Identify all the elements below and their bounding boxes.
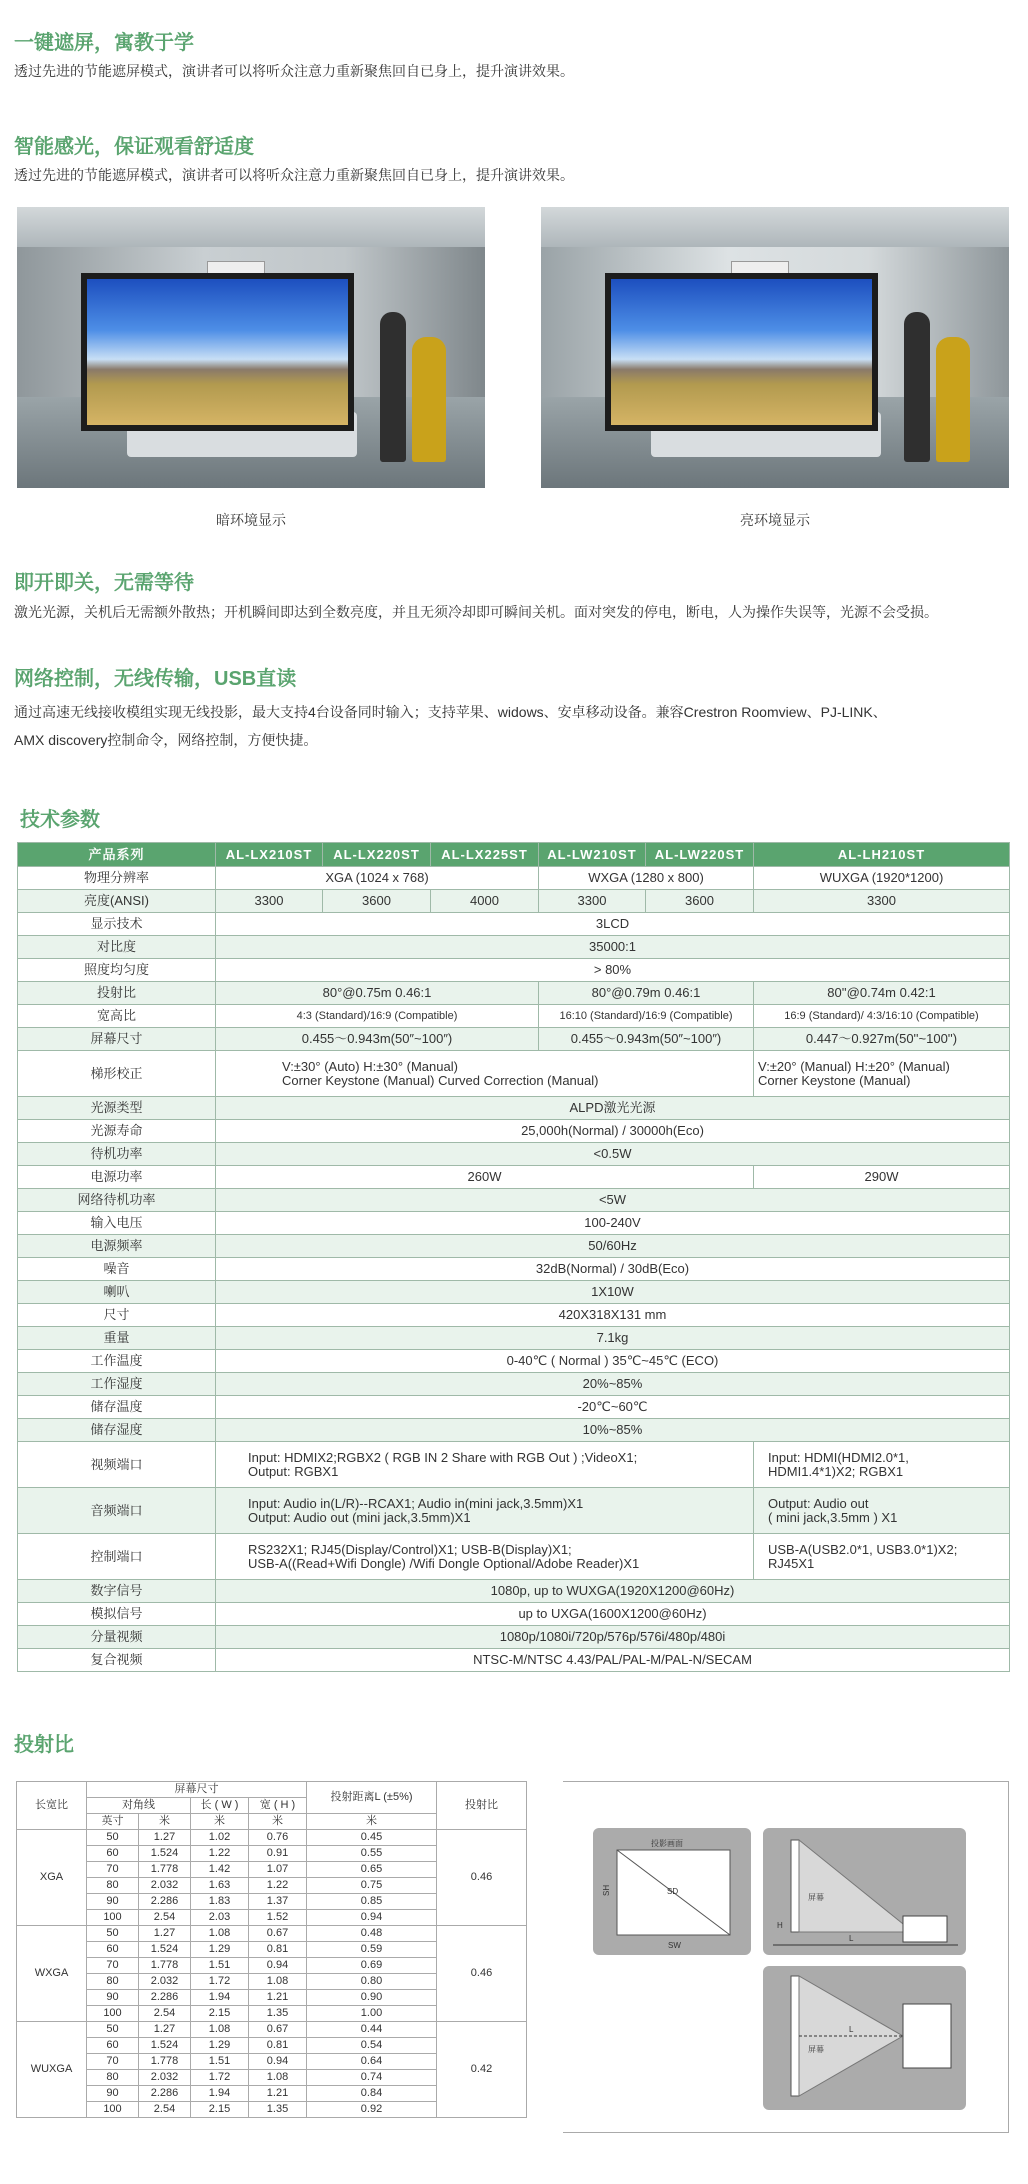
throw-cell: 2.032 <box>139 1974 191 1990</box>
throw-cell: 50 <box>87 2022 139 2038</box>
section-text-light-sensor: 透过先进的节能遮屏模式，演讲者可以将听众注意力重新聚焦回自已身上，提升演讲效果。 <box>14 167 574 183</box>
l-label: L <box>849 1934 854 1943</box>
spec-value: XGA (1024 x 768) <box>216 867 539 890</box>
throw-cell: 2.54 <box>139 1910 191 1926</box>
spec-row <box>18 1649 1010 1672</box>
throw-cell: 2.15 <box>191 2006 249 2022</box>
spec-value: NTSC-M/NTSC 4.43/PAL/PAL-M/PAL-N/SECAM <box>216 1649 1010 1672</box>
spec-row <box>18 867 1010 890</box>
spec-row <box>18 1051 1010 1097</box>
spec-value <box>754 1534 1010 1580</box>
throw-cell: 1.29 <box>191 2038 249 2054</box>
section-text-network-line2: AMX discovery控制命令，网络控制，方便快捷。 <box>14 732 318 748</box>
throw-header-aspect: 长宽比 <box>17 1782 87 1830</box>
throw-cell: 1.778 <box>139 1862 191 1878</box>
dark-environment-caption: 暗环境显示 <box>216 512 286 528</box>
throw-diagram <box>563 1782 1009 2134</box>
spec-value <box>216 1534 754 1580</box>
spec-value: 35000:1 <box>216 936 1010 959</box>
spec-value: 0.455～0.943m(50″~100″) <box>216 1028 539 1051</box>
throw-cell: 1.27 <box>139 1926 191 1942</box>
throw-header-unit: 米 <box>191 1814 249 1830</box>
spec-value: 80''@0.74m 0.42:1 <box>754 982 1010 1005</box>
spec-value: 4:3 (Standard)/16:9 (Compatible) <box>216 1005 539 1028</box>
throw-title: 投射比 <box>14 1734 74 1756</box>
spec-value <box>754 1488 1010 1534</box>
throw-cell: 0.54 <box>307 2038 437 2054</box>
throw-cell: 100 <box>87 1910 139 1926</box>
spec-value: 0.447～0.927m(50''~100'') <box>754 1028 1010 1051</box>
spec-row <box>18 1350 1010 1373</box>
bright-environment-caption: 亮环境显示 <box>740 512 810 528</box>
throw-cell: 0.67 <box>249 1926 307 1942</box>
throw-cell: 0.45 <box>307 1830 437 1846</box>
spec-row <box>18 1212 1010 1235</box>
throw-cell: 1.22 <box>191 1846 249 1862</box>
spec-value: > 80% <box>216 959 1010 982</box>
spec-label: 模拟信号 <box>18 1603 216 1626</box>
section-title-instant-on: 即开即关，无需等待 <box>14 572 194 594</box>
throw-cell: 2.15 <box>191 2102 249 2118</box>
spec-row <box>18 1120 1010 1143</box>
throw-cell: 1.02 <box>191 1830 249 1846</box>
spec-row <box>18 1005 1010 1028</box>
throw-cell: 1.94 <box>191 2086 249 2102</box>
spec-value: 7.1kg <box>216 1327 1010 1350</box>
throw-header-screen-size: 屏幕尺寸 <box>87 1782 307 1798</box>
spec-label: 待机功率 <box>18 1143 216 1166</box>
spec-row <box>18 1189 1010 1212</box>
spec-label: 工作温度 <box>18 1350 216 1373</box>
throw-cell: 1.42 <box>191 1862 249 1878</box>
spec-value: 1080p/1080i/720p/576p/576i/480p/480i <box>216 1626 1010 1649</box>
spec-value-line: Output: RGBX1 <box>248 1463 339 1479</box>
spec-row <box>18 913 1010 936</box>
spec-value: 80°@0.75m 0.46:1 <box>216 982 539 1005</box>
throw-cell: 1.21 <box>249 1990 307 2006</box>
throw-cell: 80 <box>87 1878 139 1894</box>
spec-label: 电源频率 <box>18 1235 216 1258</box>
spec-value: 32dB(Normal) / 30dB(Eco) <box>216 1258 1010 1281</box>
spec-value <box>216 1488 754 1534</box>
throw-header-distance: 投射距离L (±5%) <box>307 1782 437 1814</box>
spec-table <box>17 842 1010 1672</box>
spec-label: 数字信号 <box>18 1580 216 1603</box>
l-label-top: L <box>849 2025 854 2034</box>
h-label: H <box>777 1921 783 1930</box>
spec-row <box>18 1166 1010 1189</box>
throw-cell: 1.63 <box>191 1878 249 1894</box>
spec-row <box>18 890 1010 913</box>
throw-cell: 0.90 <box>307 1990 437 2006</box>
throw-cell: 0.59 <box>307 1942 437 1958</box>
spec-row <box>18 1235 1010 1258</box>
spec-row <box>18 936 1010 959</box>
throw-cell: 1.72 <box>191 2070 249 2086</box>
sw-label: SW <box>668 1941 681 1950</box>
throw-cell: 70 <box>87 1958 139 1974</box>
throw-cell: 2.54 <box>139 2102 191 2118</box>
spec-value-line: ( mini jack,3.5mm ) X1 <box>768 1509 898 1525</box>
spec-value <box>216 1442 754 1488</box>
spec-label: 复合视频 <box>18 1649 216 1672</box>
throw-row <box>17 1926 527 1942</box>
spec-value: 3600 <box>646 890 754 913</box>
spec-title: 技术参数 <box>20 809 100 831</box>
spec-label: 音频端口 <box>18 1488 216 1534</box>
spec-label: 工作湿度 <box>18 1373 216 1396</box>
spec-value <box>754 1442 1010 1488</box>
throw-diagram-panel <box>563 1781 1009 2133</box>
throw-cell: 0.92 <box>307 2102 437 2118</box>
spec-label: 分量视频 <box>18 1626 216 1649</box>
throw-cell: 1.08 <box>191 1926 249 1942</box>
spec-value: 290W <box>754 1166 1010 1189</box>
throw-cell: 1.07 <box>249 1862 307 1878</box>
throw-header-unit: 米 <box>139 1814 191 1830</box>
spec-label: 屏幕尺寸 <box>18 1028 216 1051</box>
throw-cell: 0.69 <box>307 1958 437 1974</box>
throw-cell: 0.64 <box>307 2054 437 2070</box>
throw-cell: 80 <box>87 1974 139 1990</box>
throw-cell: 1.524 <box>139 2038 191 2054</box>
throw-cell: 50 <box>87 1830 139 1846</box>
sh-label: SH <box>602 1884 611 1896</box>
throw-cell: 1.29 <box>191 1942 249 1958</box>
spec-row <box>18 1626 1010 1649</box>
spec-label: 视频端口 <box>18 1442 216 1488</box>
spec-value: <5W <box>216 1189 1010 1212</box>
spec-header-cell: 产品系列 <box>18 843 216 867</box>
spec-value: 3LCD <box>216 913 1010 936</box>
spec-value: 100-240V <box>216 1212 1010 1235</box>
throw-cell: 90 <box>87 2086 139 2102</box>
throw-cell: 1.94 <box>191 1990 249 2006</box>
spec-value: 50/60Hz <box>216 1235 1010 1258</box>
spec-value: 16:10 (Standard)/16:9 (Compatible) <box>539 1005 754 1028</box>
throw-cell: 1.21 <box>249 2086 307 2102</box>
spec-row <box>18 1327 1010 1350</box>
throw-aspect-cell: WUXGA <box>17 2022 87 2118</box>
spec-label: 控制端口 <box>18 1534 216 1580</box>
spec-row <box>18 1373 1010 1396</box>
throw-header-unit: 米 <box>307 1814 437 1830</box>
throw-cell: 2.286 <box>139 1894 191 1910</box>
throw-table <box>16 1781 527 2118</box>
throw-cell: 2.54 <box>139 2006 191 2022</box>
spec-value-line: Corner Keystone (Manual) Curved Correction (Manual) <box>282 1072 599 1088</box>
spec-value-line: Corner Keystone (Manual) <box>758 1072 911 1088</box>
throw-aspect-cell: WXGA <box>17 1926 87 2022</box>
spec-value-line: USB-A((Read+Wifi Dongle) /Wifi Dongle Optional/Adobe Reader)X1 <box>248 1555 640 1571</box>
spec-header-cell: AL-LH210ST <box>754 843 1010 867</box>
throw-cell: 0.67 <box>249 2022 307 2038</box>
spec-value: 420X318X131 mm <box>216 1304 1010 1327</box>
spec-header-cell: AL-LW210ST <box>539 843 646 867</box>
spec-label: 噪音 <box>18 1258 216 1281</box>
section-text-network-line1: 通过高速无线接收模组实现无线投影，最大支持4台设备同时输入；支持苹果、widows、安卓移动设备。兼容Crestron Roomview、PJ-LINK、 <box>14 704 887 720</box>
throw-header-length: 长 ( W ) <box>191 1798 249 1814</box>
spec-value-line: RJ45X1 <box>768 1555 815 1571</box>
throw-cell: 90 <box>87 1990 139 2006</box>
dark-environment-photo <box>17 207 485 488</box>
spec-value: 0-40℃ ( Normal ) 35℃~45℃ (ECO) <box>216 1350 1010 1373</box>
spec-label: 对比度 <box>18 936 216 959</box>
throw-row <box>17 2022 527 2038</box>
throw-cell: 1.72 <box>191 1974 249 1990</box>
throw-cell: 60 <box>87 2038 139 2054</box>
spec-value: 3300 <box>216 890 323 913</box>
spec-header-row <box>18 843 1010 867</box>
spec-value: 3300 <box>754 890 1010 913</box>
spec-value-line: Output: Audio out (mini jack,3.5mm)X1 <box>248 1509 471 1525</box>
spec-value: 3600 <box>323 890 431 913</box>
spec-value: 10%~85% <box>216 1419 1010 1442</box>
spec-value: WUXGA (1920*1200) <box>754 867 1010 890</box>
screen-label-top: 屏幕 <box>808 2045 824 2054</box>
throw-cell: 0.91 <box>249 1846 307 1862</box>
spec-label: 宽高比 <box>18 1005 216 1028</box>
throw-cell: 0.81 <box>249 2038 307 2054</box>
section-text-screen-blank: 透过先进的节能遮屏模式，演讲者可以将听众注意力重新聚焦回自已身上，提升演讲效果。 <box>14 63 574 79</box>
spec-row <box>18 1534 1010 1580</box>
throw-cell: 0.94 <box>249 1958 307 1974</box>
spec-value: 3300 <box>539 890 646 913</box>
spec-header-cell: AL-LX210ST <box>216 843 323 867</box>
spec-row <box>18 1028 1010 1051</box>
spec-value: ALPD激光光源 <box>216 1097 1010 1120</box>
throw-cell: 1.52 <box>249 1910 307 1926</box>
throw-cell: 1.35 <box>249 2006 307 2022</box>
spec-value-line: Input: Audio in(L/R)--RCAX1; Audio in(mini jack,3.5mm)X1 <box>248 1495 584 1511</box>
throw-ratio-cell: 0.42 <box>437 2022 527 2118</box>
spec-label: 投射比 <box>18 982 216 1005</box>
section-title-light-sensor: 智能感光，保证观看舒适度 <box>14 136 254 158</box>
throw-header-ratio: 投射比 <box>437 1782 527 1830</box>
throw-cell: 1.83 <box>191 1894 249 1910</box>
throw-cell: 80 <box>87 2070 139 2086</box>
throw-cell: 60 <box>87 1942 139 1958</box>
section-title-network: 网络控制，无线传输，USB直读 <box>14 668 297 690</box>
spec-value-line: HDMI1.4*1)X2; RGBX1 <box>768 1463 904 1479</box>
throw-ratio-cell: 0.46 <box>437 1830 527 1926</box>
spec-label: 光源寿命 <box>18 1120 216 1143</box>
spec-value-line: USB-A(USB2.0*1, USB3.0*1)X2; <box>768 1541 958 1557</box>
throw-cell: 1.37 <box>249 1894 307 1910</box>
throw-cell: 0.44 <box>307 2022 437 2038</box>
spec-value: 260W <box>216 1166 754 1189</box>
throw-header-width: 宽 ( H ) <box>249 1798 307 1814</box>
spec-value <box>216 1051 754 1097</box>
section-text-instant-on: 激光光源，关机后无需额外散热；开机瞬间即达到全数亮度，并且无须冷却即可瞬间关机。面对突发的停电，断电，人为操作失误等，光源不会受损。 <box>14 604 938 620</box>
area-label: 投影画面 <box>651 1839 683 1848</box>
throw-cell: 1.51 <box>191 2054 249 2070</box>
throw-cell: 70 <box>87 1862 139 1878</box>
throw-cell: 2.032 <box>139 2070 191 2086</box>
spec-row <box>18 1304 1010 1327</box>
throw-cell: 0.94 <box>307 1910 437 1926</box>
spec-value: <0.5W <box>216 1143 1010 1166</box>
spec-row <box>18 1281 1010 1304</box>
throw-cell: 90 <box>87 1894 139 1910</box>
throw-cell: 1.08 <box>191 2022 249 2038</box>
spec-value: up to UXGA(1600X1200@60Hz) <box>216 1603 1010 1626</box>
throw-cell: 0.76 <box>249 1830 307 1846</box>
spec-label: 重量 <box>18 1327 216 1350</box>
throw-cell: 1.778 <box>139 2054 191 2070</box>
spec-label: 尺寸 <box>18 1304 216 1327</box>
throw-row <box>17 1830 527 1846</box>
spec-label: 物理分辨率 <box>18 867 216 890</box>
spec-value-line: V:±30° (Auto) H:±30° (Manual) <box>282 1058 458 1074</box>
spec-row <box>18 1419 1010 1442</box>
spec-value: 4000 <box>431 890 539 913</box>
spec-value: 1080p, up to WUXGA(1920X1200@60Hz) <box>216 1580 1010 1603</box>
spec-label: 亮度(ANSI) <box>18 890 216 913</box>
throw-cell: 60 <box>87 1846 139 1862</box>
spec-label: 储存湿度 <box>18 1419 216 1442</box>
spec-label: 梯形校正 <box>18 1051 216 1097</box>
spec-value: 25,000h(Normal) / 30000h(Eco) <box>216 1120 1010 1143</box>
throw-cell: 1.08 <box>249 2070 307 2086</box>
spec-value-line: Input: HDMIX2;RGBX2 ( RGB IN 2 Share with RGB Out ) ;VideoX1; <box>248 1449 638 1465</box>
spec-value: -20℃~60℃ <box>216 1396 1010 1419</box>
spec-label: 喇叭 <box>18 1281 216 1304</box>
spec-value: 0.455～0.943m(50″~100″) <box>539 1028 754 1051</box>
throw-header-unit: 米 <box>249 1814 307 1830</box>
throw-cell: 1.22 <box>249 1878 307 1894</box>
throw-cell: 50 <box>87 1926 139 1942</box>
throw-cell: 0.94 <box>249 2054 307 2070</box>
spec-row <box>18 1603 1010 1626</box>
spec-value: WXGA (1280 x 800) <box>539 867 754 890</box>
spec-row <box>18 1258 1010 1281</box>
throw-cell: 0.75 <box>307 1878 437 1894</box>
throw-cell: 2.286 <box>139 2086 191 2102</box>
throw-cell: 1.51 <box>191 1958 249 1974</box>
bright-environment-photo <box>541 207 1009 488</box>
spec-value-line: Output: Audio out <box>768 1495 869 1511</box>
throw-cell: 0.48 <box>307 1926 437 1942</box>
spec-value: 1X10W <box>216 1281 1010 1304</box>
spec-row <box>18 1488 1010 1534</box>
throw-cell: 2.03 <box>191 1910 249 1926</box>
throw-cell: 1.27 <box>139 2022 191 2038</box>
spec-value <box>754 1051 1010 1097</box>
spec-value: 16:9 (Standard)/ 4:3/16:10 (Compatible) <box>754 1005 1010 1028</box>
throw-cell: 100 <box>87 2006 139 2022</box>
throw-cell: 0.85 <box>307 1894 437 1910</box>
throw-cell: 0.55 <box>307 1846 437 1862</box>
spec-label: 储存温度 <box>18 1396 216 1419</box>
spec-header-cell: AL-LX225ST <box>431 843 539 867</box>
throw-cell: 1.08 <box>249 1974 307 1990</box>
throw-cell: 2.032 <box>139 1878 191 1894</box>
spec-value: 20%~85% <box>216 1373 1010 1396</box>
screen-label: 屏幕 <box>808 1893 824 1902</box>
throw-cell: 1.524 <box>139 1942 191 1958</box>
section-title-screen-blank: 一键遮屏，寓教于学 <box>14 32 194 54</box>
throw-cell: 2.286 <box>139 1990 191 2006</box>
spec-value-line: V:±20° (Manual) H:±20° (Manual) <box>758 1058 950 1074</box>
throw-header-diagonal: 对角线 <box>87 1798 191 1814</box>
spec-label: 网络待机功率 <box>18 1189 216 1212</box>
spec-row <box>18 1143 1010 1166</box>
throw-header-inch: 英寸 <box>87 1814 139 1830</box>
throw-cell: 0.65 <box>307 1862 437 1878</box>
sd-label: SD <box>667 1887 679 1896</box>
spec-value-line: Input: HDMI(HDMI2.0*1, <box>768 1449 909 1465</box>
throw-cell: 0.74 <box>307 2070 437 2086</box>
spec-label: 照度均匀度 <box>18 959 216 982</box>
spec-label: 输入电压 <box>18 1212 216 1235</box>
throw-cell: 70 <box>87 2054 139 2070</box>
spec-label: 显示技术 <box>18 913 216 936</box>
spec-row <box>18 1396 1010 1419</box>
spec-row <box>18 1442 1010 1488</box>
spec-value: 80°@0.79m 0.46:1 <box>539 982 754 1005</box>
throw-cell: 0.81 <box>249 1942 307 1958</box>
spec-label: 电源功率 <box>18 1166 216 1189</box>
throw-cell: 1.35 <box>249 2102 307 2118</box>
spec-row <box>18 1580 1010 1603</box>
throw-cell: 1.00 <box>307 2006 437 2022</box>
spec-row <box>18 1097 1010 1120</box>
spec-header-cell: AL-LX220ST <box>323 843 431 867</box>
throw-cell: 0.80 <box>307 1974 437 1990</box>
throw-cell: 1.778 <box>139 1958 191 1974</box>
spec-row <box>18 959 1010 982</box>
spec-value-line: RS232X1; RJ45(Display/Control)X1; USB-B(Display)X1; <box>248 1541 572 1557</box>
throw-cell: 100 <box>87 2102 139 2118</box>
throw-cell: 1.524 <box>139 1846 191 1862</box>
throw-cell: 0.84 <box>307 2086 437 2102</box>
throw-aspect-cell: XGA <box>17 1830 87 1926</box>
throw-ratio-cell: 0.46 <box>437 1926 527 2022</box>
spec-label: 光源类型 <box>18 1097 216 1120</box>
throw-cell: 1.27 <box>139 1830 191 1846</box>
spec-header-cell: AL-LW220ST <box>646 843 754 867</box>
spec-row <box>18 982 1010 1005</box>
